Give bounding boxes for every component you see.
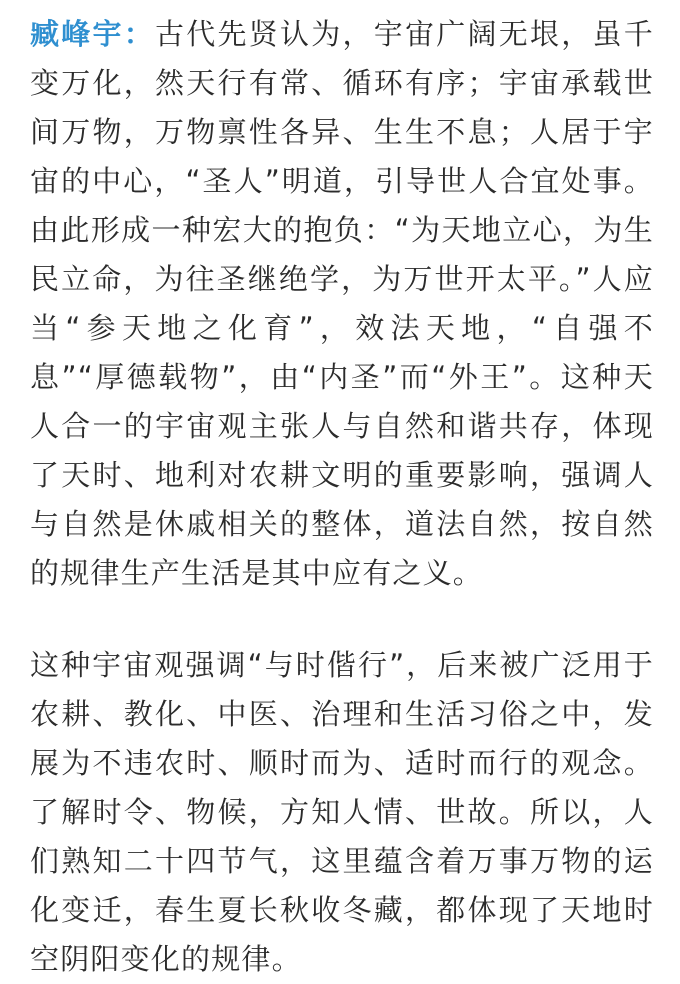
article-body — [30, 10, 654, 984]
speaker-name: 臧峰宇： — [30, 17, 156, 51]
paragraph-1 — [30, 10, 654, 598]
paragraph-1-text: 古代先贤认为，宇宙广阔无垠，虽千变万化，然天行有常、循环有序；宇宙承载世间万物，万物禀性各异、生生不息；人居于宇宙的中心，“圣人”明道，引导世人合宜处事。由此形成一种宏大的抱负：“为天地立心，为生民立命，为往圣继绝学，为万世开太平。”人应当“参天地之化育”，效法天地，“自强不息”“厚德载物”，由“内圣”而“外王”。这种天人合一的宇宙观主张人与自然和谐共存，体现了天时、地利对农耕文明的重要影响，强调人与自然是休戚相关的整体，道法自然，按自然的规律生产生活是其中应有之义。 — [30, 17, 654, 590]
paragraph-2: 这种宇宙观强调“与时偕行”，后来被广泛用于农耕、教化、中医、治理和生活习俗之中，发展为不违农时、顺时而为、适时而行的观念。了解时令、物候，方知人情、世故。所以，人们熟知二十四节气，这里蕴含着万事万物的运化变迁，春生夏长秋收冬藏，都体现了天地时空阴阳变化的规律。 — [30, 648, 654, 976]
